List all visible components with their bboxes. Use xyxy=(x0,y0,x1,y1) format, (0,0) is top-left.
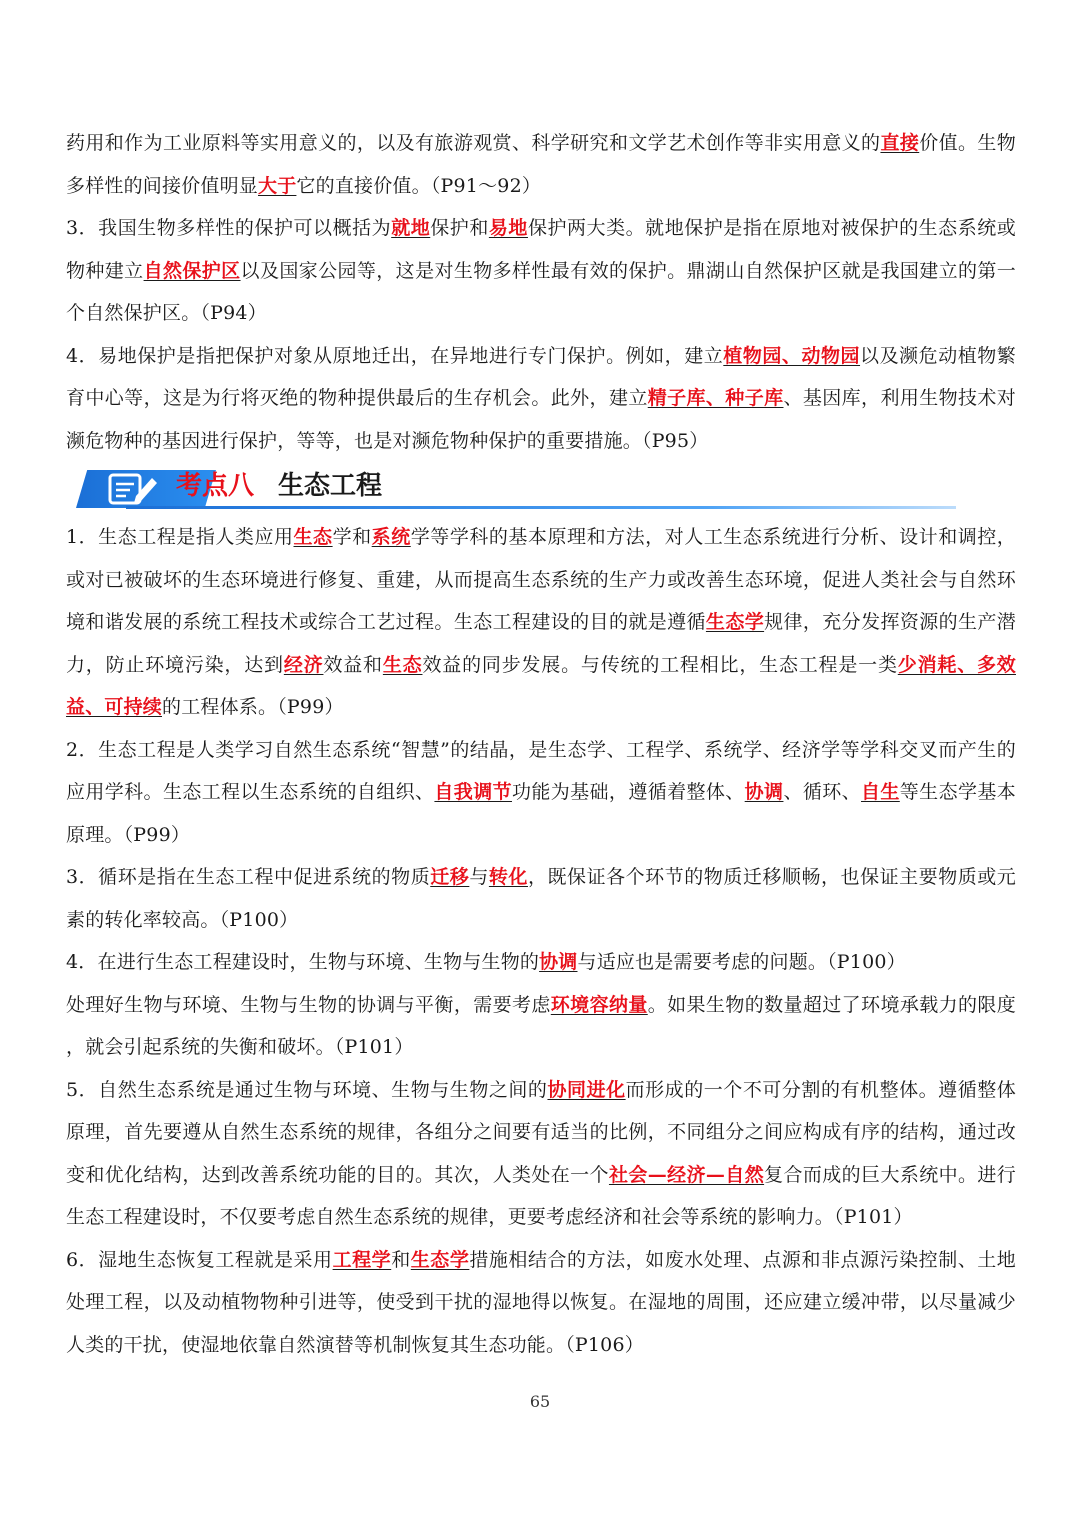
paragraph-text: 以及国家公园等，这是对生物多样性最有效的保护。鼎湖山自然保护区就是我国建立的第一个自然保护区。（P94） xyxy=(66,259,1016,324)
highlighted-term: 生态 xyxy=(293,526,333,548)
paragraph-text: 和 xyxy=(391,1248,411,1271)
paragraph-text: 4．易地保护是指把保护对象从原地迁出，在异地进行专门保护。例如，建立 xyxy=(66,344,724,367)
paragraph-text: 复合而成的巨大系统中。进行生态工程建设时，不仅要考虑自然生态系统的规律，更要考虑经济和社会等系统的影响力。（P101） xyxy=(66,1163,1016,1228)
paragraph-text: 、基因库，利用生物技术对濒危物种的基因进行保护，等等，也是对濒危物种保护的重要措施。（P95） xyxy=(66,387,1016,452)
paragraph-text: 效益和 xyxy=(323,653,383,676)
section-heading xyxy=(66,464,1016,516)
paragraph-text: 4．在进行生态工程建设时，生物与环境、生物与生物的 xyxy=(66,951,540,973)
paragraph-text: 措施相结合的方法，如废水处理、点源和非点源污染控制、土地处理工程，以及动植物物种引进等，使受到干扰的湿地得以恢复。在湿地的周围，还应建立缓冲带，以尽量减少人类的干扰，使湿地依靠自然演替等机制恢复其生态功能。（P106） xyxy=(66,1248,1017,1356)
highlighted-term: 经济 xyxy=(283,653,324,676)
paragraph-text: 与 xyxy=(469,866,489,888)
paragraph xyxy=(66,941,1016,984)
highlighted-term: 易地 xyxy=(488,217,528,239)
paragraph-text: 处理好生物与环境、生物与生物的协调与平衡，需要考虑 xyxy=(66,993,551,1016)
highlighted-term: 生态 xyxy=(382,653,423,676)
notepad-pencil-icon xyxy=(106,472,162,506)
highlighted-term: 生态学 xyxy=(410,1248,470,1271)
paragraph xyxy=(66,984,1016,1069)
paragraph-text: 效益的同步发展。与传统的工程相比，生态工程是一类 xyxy=(422,653,898,676)
paragraph-group-top xyxy=(66,122,1016,462)
paragraph xyxy=(66,207,1016,335)
paragraph-text: 保护两大类。就地保护是指在原地对被保护的生态系统或物种建立 xyxy=(66,217,1016,282)
paragraph-text: 、循环、 xyxy=(783,781,862,803)
page-content xyxy=(66,122,1016,1366)
paragraph-text: 它的直接价值。（P91～92） xyxy=(296,174,542,197)
highlighted-term: 协同进化 xyxy=(547,1078,626,1101)
paragraph-text: 3．循环是指在生态工程中促进系统的物质 xyxy=(66,866,431,888)
paragraph-group-bottom xyxy=(66,516,1016,1366)
paragraph xyxy=(66,729,1016,857)
highlighted-term: 迁移 xyxy=(430,866,470,888)
highlighted-term: 系统 xyxy=(371,526,411,548)
highlighted-term: 大于 xyxy=(258,174,297,197)
paragraph-text: 功能为基础，遵循着整体、 xyxy=(511,781,745,803)
page-number: 65 xyxy=(529,1392,551,1411)
heading-underline xyxy=(126,506,956,509)
highlighted-term: 直接 xyxy=(880,132,920,154)
paragraph-text: 以及濒危动植物繁育中心等，这是为行将灭绝的物种提供最后的生存机会。此外，建立 xyxy=(66,344,1016,409)
highlighted-term: 生态学 xyxy=(705,611,765,633)
paragraph xyxy=(66,856,1016,941)
highlighted-term: 协调 xyxy=(539,951,578,973)
highlighted-term: 植物园、动物园 xyxy=(723,344,861,367)
highlighted-term: 自我调节 xyxy=(434,781,512,803)
paragraph-text: 2．生态工程是人类学习自然生态系统“智慧”的结晶，是生态学、工程学、系统学、经济学等学科交叉而产生的应用学科。生态工程以生态系统的自组织、 xyxy=(66,738,1016,803)
section-name: 生态工程 xyxy=(278,471,383,501)
highlighted-term: 协调 xyxy=(744,781,784,803)
paragraph-text: 保护和 xyxy=(430,217,489,239)
paragraph-text: 1．生态工程是指人类应用 xyxy=(66,526,294,548)
highlighted-term: 环境容纳量 xyxy=(550,993,648,1016)
section-number: 考点八 xyxy=(176,471,255,501)
highlighted-term: 少消耗、多效益、可持续 xyxy=(66,653,1016,718)
paragraph-text: 药用和作为工业原料等实用意义的，以及有旅游观赏、科学研究和文学艺术创作等非实用意义的 xyxy=(66,132,881,154)
paragraph-text: 与适应也是需要考虑的问题。（P100） xyxy=(577,951,906,973)
paragraph xyxy=(66,335,1016,463)
highlighted-term: 自生 xyxy=(861,781,900,803)
paragraph-text: 而形成的一个不可分割的有机整体。遵循整体原理，首先要遵从自然生态系统的规律，各组分之间要有适当的比例，不同组分之间应构成有序的结构，通过改变和优化结构，达到改善系统功能的目的。其次，人类处在一个 xyxy=(66,1078,1016,1186)
highlighted-term: 社会—经济—自然 xyxy=(608,1163,765,1186)
highlighted-term: 工程学 xyxy=(332,1248,392,1271)
paragraph xyxy=(66,516,1016,729)
paragraph-text: 。如果生物的数量超过了环境承载力的限度 ，就会引起系统的失衡和破坏。（P101） xyxy=(66,993,1016,1058)
highlighted-term: 自然保护区 xyxy=(143,259,241,282)
paragraph-text: 6．湿地生态恢复工程就是采用 xyxy=(66,1248,333,1271)
paragraph-text: 3．我国生物多样性的保护可以概括为 xyxy=(66,217,392,239)
paragraph-text: 规律，充分发挥资源的生产潜力，防止环境污染，达到 xyxy=(66,611,1017,676)
paragraph-text: 学和 xyxy=(332,526,372,548)
paragraph xyxy=(66,1069,1016,1239)
paragraph-text: 学等学科的基本原理和方法，对人工生态系统进行分析、设计和调控，或对已被破坏的生态环境进行修复、重建，从而提高生态系统的生产力或改善生态环境，促进人类社会与自然环境和谐发展的系统工程技术或综合工艺过程。生态工程建设的目的就是遵循 xyxy=(66,526,1017,633)
paragraph xyxy=(66,1239,1016,1367)
section-title xyxy=(176,466,382,506)
highlighted-term: 就地 xyxy=(391,217,431,239)
highlighted-term: 转化 xyxy=(488,866,528,888)
paragraph-text: 的工程体系。（P99） xyxy=(162,696,344,718)
paragraph-text: 价值。生物多样性的间接价值明显 xyxy=(66,132,1016,197)
paragraph-text: 5．自然生态系统是通过生物与环境、生物与生物之间的 xyxy=(66,1078,548,1101)
paragraph-text: 等生态学基本原理。（P99） xyxy=(66,781,1016,846)
paragraph-text: ，既保证各个环节的物质迁移顺畅，也保证主要物质或元素的转化率较高。（P100） xyxy=(66,866,1017,931)
highlighted-term: 精子库、种子库 xyxy=(647,387,784,409)
paragraph xyxy=(66,122,1016,207)
